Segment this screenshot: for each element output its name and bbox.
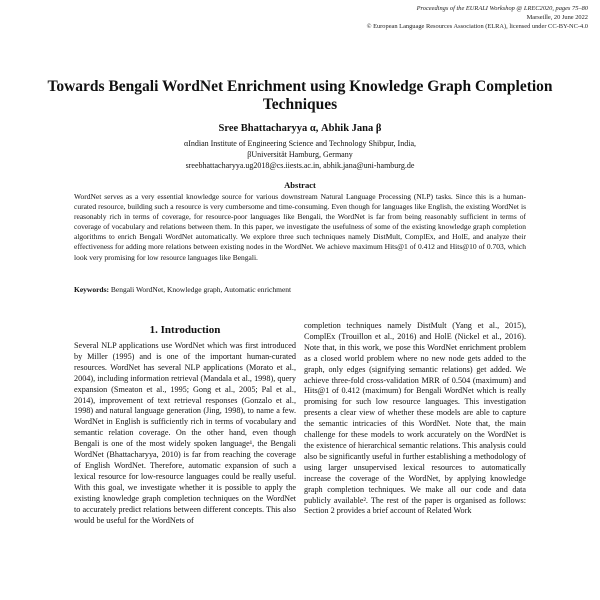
header-line-license: © European Language Resources Association (ELRA), licensed under CC-BY-NC-4.0 [366,23,588,31]
abstract-text: WordNet serves as a very essential knowledge source for various downstream Natural Language Processing (NLP) tasks. Since this is a human-curated resource, building such a resource is very cumbersome and time-consuming. Even though for languages like English, the existing WordNet is reasonably rich in terms of coverage, for resource-poor languages like Bengali, the WordNet is far from being reasonably sufficient in terms of coverage of vocabulary and relations between them. In this paper, we investigate the usefulness of some of the existing knowledge graph completion algorithms to enrich Bengali WordNet automatically. We explore three such techniques namely DistMult, ComplEx, and HolE, and analyze their effectiveness for adding more relations between existing nodes in the WordNet. We achieve maximum Hits@1 of 0.412 and Hits@10 of 0.703, which look very promising for low resource languages like Bengali. [74,192,526,262]
keywords [74,285,291,294]
header-line-proceedings: Proceedings of the EURALI Workshop @ LREC2020, pages 75–80 [416,5,588,12]
introduction-column-right: completion techniques namely DistMult (Yang et al., 2015), ComplEx (Trouillon et al., 2016) and HolE (Nickel et al., 2016). Note that, in this work, we pose this WordNet enrichment problem as a closed world problem where no new node gets added to the graph, only edges (signifying semantic relations) get added. We achieve three-fold cross-validation MRR of 0.504 (maximum) and Hits@1 of 0.412 (maximum) for Bengali WordNet which is really promising for such low resource languages. This investigation presents a clear view of whether these models are able to capture the semantic intricacies of this WordNet. Note that, the main challenge for these models to work accurately on the WordNet is the existence of hierarchical semantic relations. This analysis could also be significantly useful in further establishing a methodology of using larger unsupervised lexical resources to automatically increase the coverage of the WordNet, by applying knowledge graph completion techniques. We make all our code and data publicly available². The rest of the paper is organised as follows: Section 2 provides a brief account of Related Work [304,321,526,516]
keywords-text: Bengali WordNet, Knowledge graph, Automatic enrichment [110,285,292,294]
proceedings-header [258,4,588,32]
paper-title: Towards Bengali WordNet Enrichment using Knowledge Graph Completion Techniques [47,78,553,113]
abstract-heading: Abstract [284,180,316,190]
authors: Sree Bhattacharyya α, Abhik Jana β [218,123,382,134]
section-heading-introduction: 1. Introduction [149,324,221,336]
keywords-label: Keywords: [74,285,109,294]
affiliation-1: αIndian Institute of Engineering Science and Technology Shibpur, India, [184,139,416,148]
author-emails: sreebhattacharyya.ug2018@cs.iiests.ac.in, abhik.jana@uni-hamburg.de [185,161,415,170]
header-line-location: Marseille, 20 June 2022 [526,14,588,22]
affiliation-2: βUniversität Hamburg, Germany [247,150,353,159]
introduction-column-left: Several NLP applications use WordNet which was first introduced by Miller (1995) and is one of the important human-curated resources. WordNet has several NLP applications (Morato et al., 2004), including information retrieval (Mandala et al., 1998), query expansion (Smeaton et al., 1995; Gong et al., 2005; Pal et al., 2014), improvement of text retrieval responses (Gonzalo et al., 1998) and natural language generation (Jing, 1998), to name a few. WordNet in English is sufficiently rich in terms of vocabulary and semantic relation coverage. On the other hand, even though Bengali is one of the most widely spoken language¹, the Bengali WordNet (Bhattacharyya, 2010) is far from reaching the coverage of English WordNet. Therefore, automatic expansion of such a lexical resource for low-resource languages could be really useful. With this goal, we investigate whether it is possible to apply the existing knowledge graph completion techniques on the WordNet to accurately predict relations between different concepts. This also would be useful for the WordNets of [74,341,296,525]
